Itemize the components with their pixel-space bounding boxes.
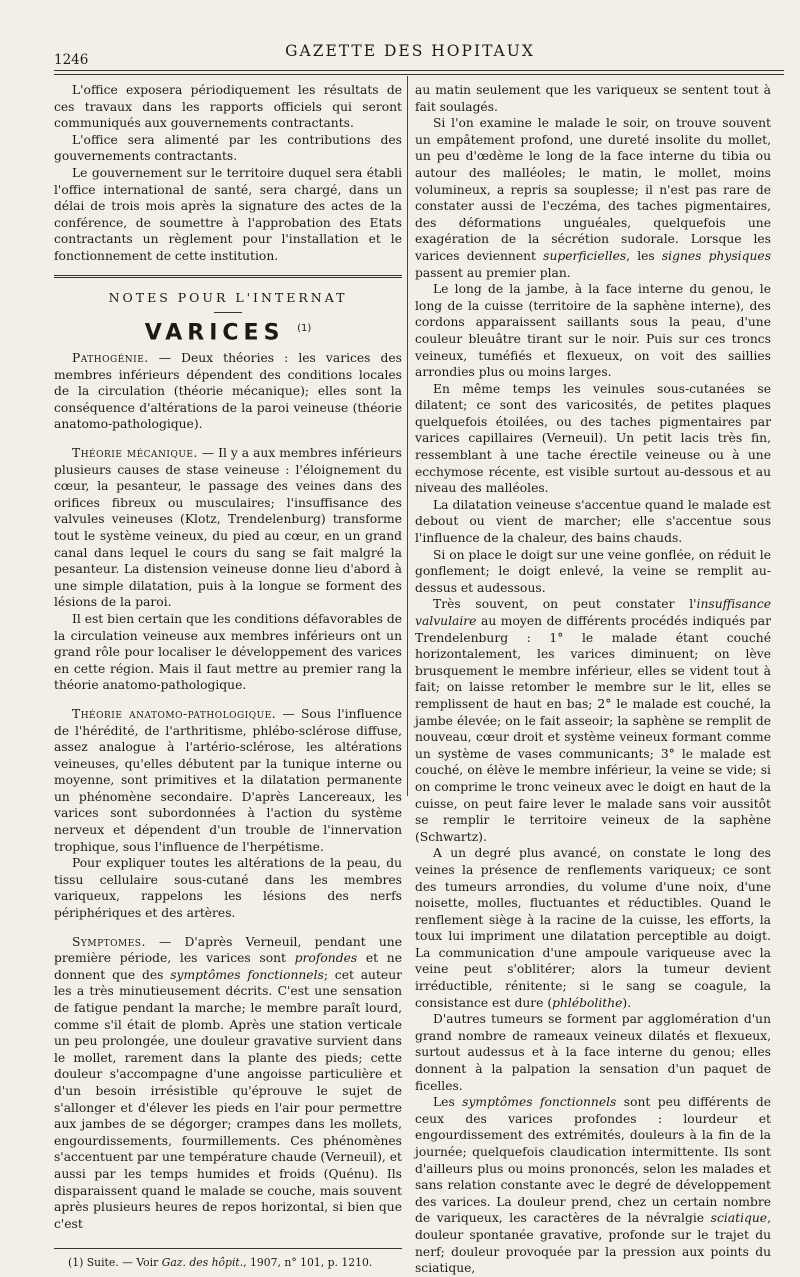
body-paragraph: A un degré plus avancé, on constate le long des veines la présence de renflements variqueux; ce sont des tumeurs arrondies, du volume d'une noix, d'une noisette, molles, fluctuantes et réductibles. Quand le renflement siège à la racine de la cuisse, les efforts, la toux lui impriment une dilatation perceptible au doigt. La communication d'une ampoule variqueuse avec la veine peut s'oblitérer; alors la tumeur devient irréductible, rénitente; si le sang se coagule, la consistance est dure (phlébolithe). — [415, 846, 771, 1010]
body-paragraph: Très souvent, on peut constater l'insuffisance valvulaire au moyen de différents procédés indiqués par Trendelenburg : 1° le malade étant couché horizontalement, les varices diminuent; on lève brusquement le membre inférieur, elles se vident tout à fait; on laisse retomber le membre sur le lit, elles se remplissent de haut en bas; 2° le malade est couché, la jambe élevée; on le fait asseoir; la saphène se remplit de nouveau, cœur droit et système veineux formant comme un système de vases communicants; 3° le malade est couché, on élève le membre inférieur, la veine se vide; si on comprime le tronc veineux avec le doigt en haut de la cuisse, on peut faire lever le malade sans voir aussitôt se remplir le territoire veineux de la saphène (Schwartz). — [415, 597, 771, 844]
right-column — [415, 82, 771, 1277]
running-head: GAZETTE DES HOPITAUX — [285, 42, 535, 60]
pathogenie-paragraph — [54, 350, 402, 433]
article-title-footnote-mark: (1) — [297, 323, 312, 335]
column-divider — [407, 76, 408, 796]
body-paragraph: La dilatation veineuse s'accentue quand le malade est debout ou vient de marcher; elle s'accentue sous l'influence de la chaleur, des bains chauds. — [415, 497, 771, 546]
intro-paragraph: L'office sera alimenté par les contributions des gouvernements contractants. — [54, 132, 402, 164]
mecanique-paragraph-2: Il est bien certain que les conditions défavorables de la circulation veineuse aux membres inférieurs ont un grand rôle pour localiser le développement des varices en cette région. Mais il faut mettre au premier rang la théorie anatomo-pathologique. — [54, 611, 403, 693]
anatomo-paragraph — [54, 706, 402, 855]
subheading-theorie-mecanique: Théorie mécanique. — [72, 446, 198, 461]
body-paragraph: Les symptômes fonctionnels sont peu différents de ceux des varices profondes : lourdeur et engourdissement des extrémités, douleurs à la fin de la journée; quelquefois claudication intermittente. Ils sont d'ailleurs plus ou moins prononcés, selon les malades et sans relation constante avec le degré de développement des varices. La douleur prend, chez un certain nombre de variqueux, les caractères de la névralgie sciatique, douleur spontanée gravative, profonde sur le trajet du nerf; douleur provoquée par la pression aux points du sciatique, — [415, 1095, 771, 1276]
footnote-rule — [54, 1248, 402, 1249]
mecanique-paragraph — [54, 445, 402, 611]
pathogenie-text: — Deux théories : les varices des membres inférieurs dépendent des conditions locales de la circulation (théorie mécanique); elles sont la conséquence d'altérations de la paroi veineuse (théorie anatomo-pathologique). — [54, 351, 402, 432]
body-paragraph: En même temps les veinules sous-cutanées se dilatent; ce sont des varicosités, de petites plaques quelquefois étoilées, ou des taches pigmentaires par varices capillaires (Verneuil). Un petit lacis très fin, ressemblant à une tache érectile veineuse ou à une ecchymose récente, est visible surtout au-dessous et au niveau des malléoles. — [415, 381, 771, 496]
subheading-symptomes: Symptomes. — [72, 934, 146, 949]
body-paragraph: Si l'on examine le malade le soir, on trouve souvent un empâtement profond, une dureté insolite du mollet, un peu d'œdème le long de la face interne du tibia ou autour des malléoles; le matin, le mollet, moins volumineux, a repris sa souplesse; il n'est pas rare de constater aussi de l'eczéma, des taches pigmentaires, des déformations unguéales, quelquefois une exagération de la sécrétion sudorale. Lorsque les varices deviennent superficielles, les signes physiques passent au premier plan. — [415, 116, 771, 280]
intro-paragraph: L'office exposera périodiquement les résultats de ces travaux dans les rapports officiels qui seront communiqués aux gouvernements contractants. — [54, 83, 402, 131]
subheading-pathogenie: Pathogénie. — [72, 351, 149, 366]
header-rule-bottom — [54, 74, 784, 75]
anatomo-text: — Sous l'influence de l'hérédité, de l'arthritisme, phlébo-sclérose diffuse, assez analogue à l'artério-sclérose, les altérations veineuses, qu'elles débutent par la tunique interne ou moyenne, sont primitives et la dilatation permanente un phénomène secondaire. D'après Lancereaux, les varices sont subordonnées à l'action du système nerveux et dépendent d'un trouble de l'innervation trophique, sous l'influence de l'herpétisme. — [54, 706, 402, 854]
body-paragraph: Le long de la jambe, à la face interne du genou, le long de la cuisse (territoire de la saphène interne), des cordons apparaissent saillants sous la peau, d'une couleur bleuâtre tirant sur le noir. Puis sur ces troncs veineux, tuméfiés et flexueux, on voit des saillies arrondies plus ou moins larges. — [415, 282, 771, 380]
mecanique-text: — Il y a aux membres inférieurs plusieurs causes de stase veineuse : l'éloignement du cœur, la pesanteur, le passage des veines dans des orifices fibreux ou musculaires; l'insuffisance des valvules veineuses (Klotz, Trendelenburg) transforme tout le système veineux, du pied au cœur, en un grand canal dans lequel le cours du sang se fait malgré la pesanteur. La distension veineuse donne lieu d'abord à une simple dilatation, puis à la longue se forment des lésions de la paroi. — [54, 446, 402, 610]
body-paragraph: D'autres tumeurs se forment par agglomération d'un grand nombre de rameaux veineux dilatés et flexueux, surtout audessus et à la face interne du genou; elles donnent à la palpation la sensation d'un paquet de ficelles. — [415, 1012, 771, 1093]
header-rule-top — [54, 70, 784, 71]
article-title-text: VARICES — [144, 320, 285, 346]
symptomes-paragraph: Symptomes. — D'après Verneuil, pendant une première période, les varices sont profondes et ne donnent que des symptômes fonctionnels; cet auteur les a très minutieusement décrits. C'est une sensation de fatigue pendant la marche; le membre paraît lourd, comme s'il était de plomb. Après une station verticale un peu prolongée, une douleur gravative survient dans le mollet, rarement dans la plante des pieds; cette douleur s'accompagne d'une angoisse particulière et d'un besoin irrésistible qu'éprouve le sujet de s'allonger et d'élever les pieds en l'air pour permettre aux jambes de se dégorger; crampes dans les mollets, engourdissements, fourmillements. Ces phénomènes s'accentuent par une température chaude (Verneuil), et aussi par les temps humides et froids (Quénu). Ils disparaissent quand le malade se couche, mais souvent après plusieurs heures de repos horizontal, si bien que c'est — [54, 934, 402, 1231]
continued-paragraph: au matin seulement que les variqueux se sentent tout à fait soulagés. — [415, 83, 771, 114]
section-separator — [54, 275, 402, 278]
short-rule — [214, 312, 242, 313]
article-title — [54, 320, 402, 346]
section-title: NOTES POUR L'INTERNAT — [108, 289, 348, 305]
body-paragraph: Si on place le doigt sur une veine gonflée, on réduit le gonflement; le doigt enlevé, la veine se remplit au-dessus et audessous. — [415, 547, 772, 595]
subheading-theorie-anatomo: Théorie anatomo-pathologique. — [72, 706, 277, 721]
footnote: (1) Suite. — Voir Gaz. des hôpit., 1907, n° 101, p. 1210. — [68, 1256, 373, 1270]
page-number: 1246 — [54, 52, 89, 68]
anatomo-paragraph-2: Pour expliquer toutes les altérations de la peau, du tissu cellulaire sous-cutané dans les membres variqueux, rappelons les lésions des nerfs périphériques et des artères. — [54, 856, 402, 921]
left-column — [54, 82, 402, 1272]
intro-paragraph: Le gouvernement sur le territoire duquel sera établi l'office international de santé, sera chargé, dans un délai de trois mois après la signature des actes de la conférence, de soumettre à l'approbation des Etats contractants un règlement pour l'installation et le fonctionnement de cette institution. — [54, 165, 402, 263]
